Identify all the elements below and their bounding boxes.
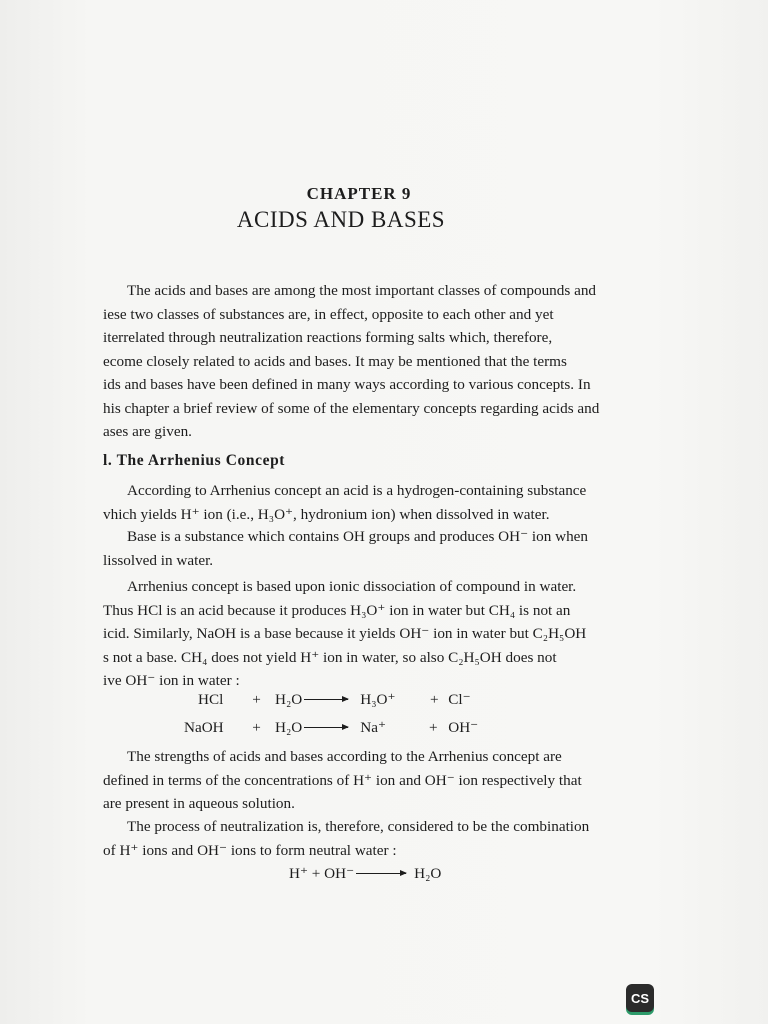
- neutralization-paragraph: [103, 815, 653, 862]
- text-line: The acids and bases are among the most important classes of compounds and: [127, 282, 597, 299]
- text-line: iese two classes of substances are, in effect, opposite to each other and yet: [103, 305, 554, 323]
- text-line: The process of neutralization is, therefore, considered to be the combination: [127, 818, 590, 835]
- text-line: of H⁺ ions and OH⁻ ions to form neutral water :: [103, 841, 397, 859]
- text-line: are present in aqueous solution.: [103, 795, 295, 812]
- text-line: ecome closely related to acids and bases. It may be mentioned that the terms: [103, 352, 567, 370]
- chapter-title: ACIDS AND BASES: [236, 207, 446, 232]
- chapter-number: CHAPTER 9: [306, 184, 412, 203]
- text-line: Arrhenius concept is based upon ionic dissociation of compound in water.: [127, 578, 577, 595]
- text-line: ases are given.: [103, 423, 192, 440]
- eq-right: H₂O: [414, 865, 442, 882]
- eq-product: Na⁺: [360, 719, 386, 736]
- text-line: ids and bases have been defined in many ways according to various concepts. In: [103, 376, 591, 393]
- reaction-arrow-icon: [304, 699, 348, 700]
- eq-plus: +: [428, 719, 438, 736]
- text-line: Base is a substance which contains OH groups and produces OH⁻ ion when: [127, 528, 589, 545]
- reaction-arrow-icon: [356, 873, 406, 874]
- eq-product: H₃O⁺: [360, 691, 396, 708]
- equation-neutralization: [289, 864, 441, 883]
- text-line: defined in terms of the concentrations of H⁺ ion and OH⁻ ion respectively that: [103, 771, 582, 789]
- eq-reactant: NaOH: [184, 719, 224, 736]
- arrhenius-paragraph: [103, 575, 653, 693]
- eq-product: OH⁻: [448, 719, 479, 736]
- eq-plus: +: [429, 691, 439, 708]
- camscanner-logo-icon: CS: [626, 984, 654, 1012]
- text-line: iterrelated through neutralization reactions forming salts which, therefore,: [103, 329, 553, 346]
- text-line: The strengths of acids and bases according to the Arrhenius concept are: [127, 748, 562, 765]
- eq-plus: +: [252, 691, 261, 708]
- equation-naoh: [184, 718, 478, 737]
- text-line: Thus HCl is an acid because it produces H₃O⁺ ion in water but CH₄ is not an: [103, 601, 571, 619]
- strength-paragraph: [103, 745, 653, 816]
- eq-reactant: HCl: [198, 691, 224, 708]
- eq-plus: +: [252, 719, 261, 736]
- text-line: icid. Similarly, NaOH is a base because it yields OH⁻ ion in water but C₂H₅OH: [103, 625, 587, 642]
- section-heading: l. The Arrhenius Concept: [103, 452, 286, 469]
- text-line: lissolved in water.: [103, 551, 214, 569]
- eq-water: H₂O: [275, 691, 303, 708]
- reaction-arrow-icon: [304, 727, 348, 728]
- eq-product: Cl⁻: [448, 691, 471, 708]
- acid-definition-paragraph: [103, 479, 653, 526]
- text-line: vhich yields H⁺ ion (i.e., H₃O⁺, hydronium ion) when dissolved in water.: [103, 505, 550, 523]
- equation-hcl: [198, 690, 471, 709]
- text-line: According to Arrhenius concept an acid is a hydrogen-containing substance: [127, 482, 587, 499]
- intro-paragraph: [103, 279, 653, 444]
- text-line: s not a base. CH₄ does not yield H⁺ ion in water, so also C₂H₅OH does not: [103, 648, 557, 666]
- text-line: his chapter a brief review of some of the elementary concepts regarding acids and: [103, 399, 600, 417]
- text-line: ive OH⁻ ion in water :: [103, 672, 240, 689]
- base-definition-paragraph: [103, 525, 653, 572]
- eq-left: H⁺ + OH⁻: [289, 865, 355, 882]
- eq-water: H₂O: [275, 719, 303, 736]
